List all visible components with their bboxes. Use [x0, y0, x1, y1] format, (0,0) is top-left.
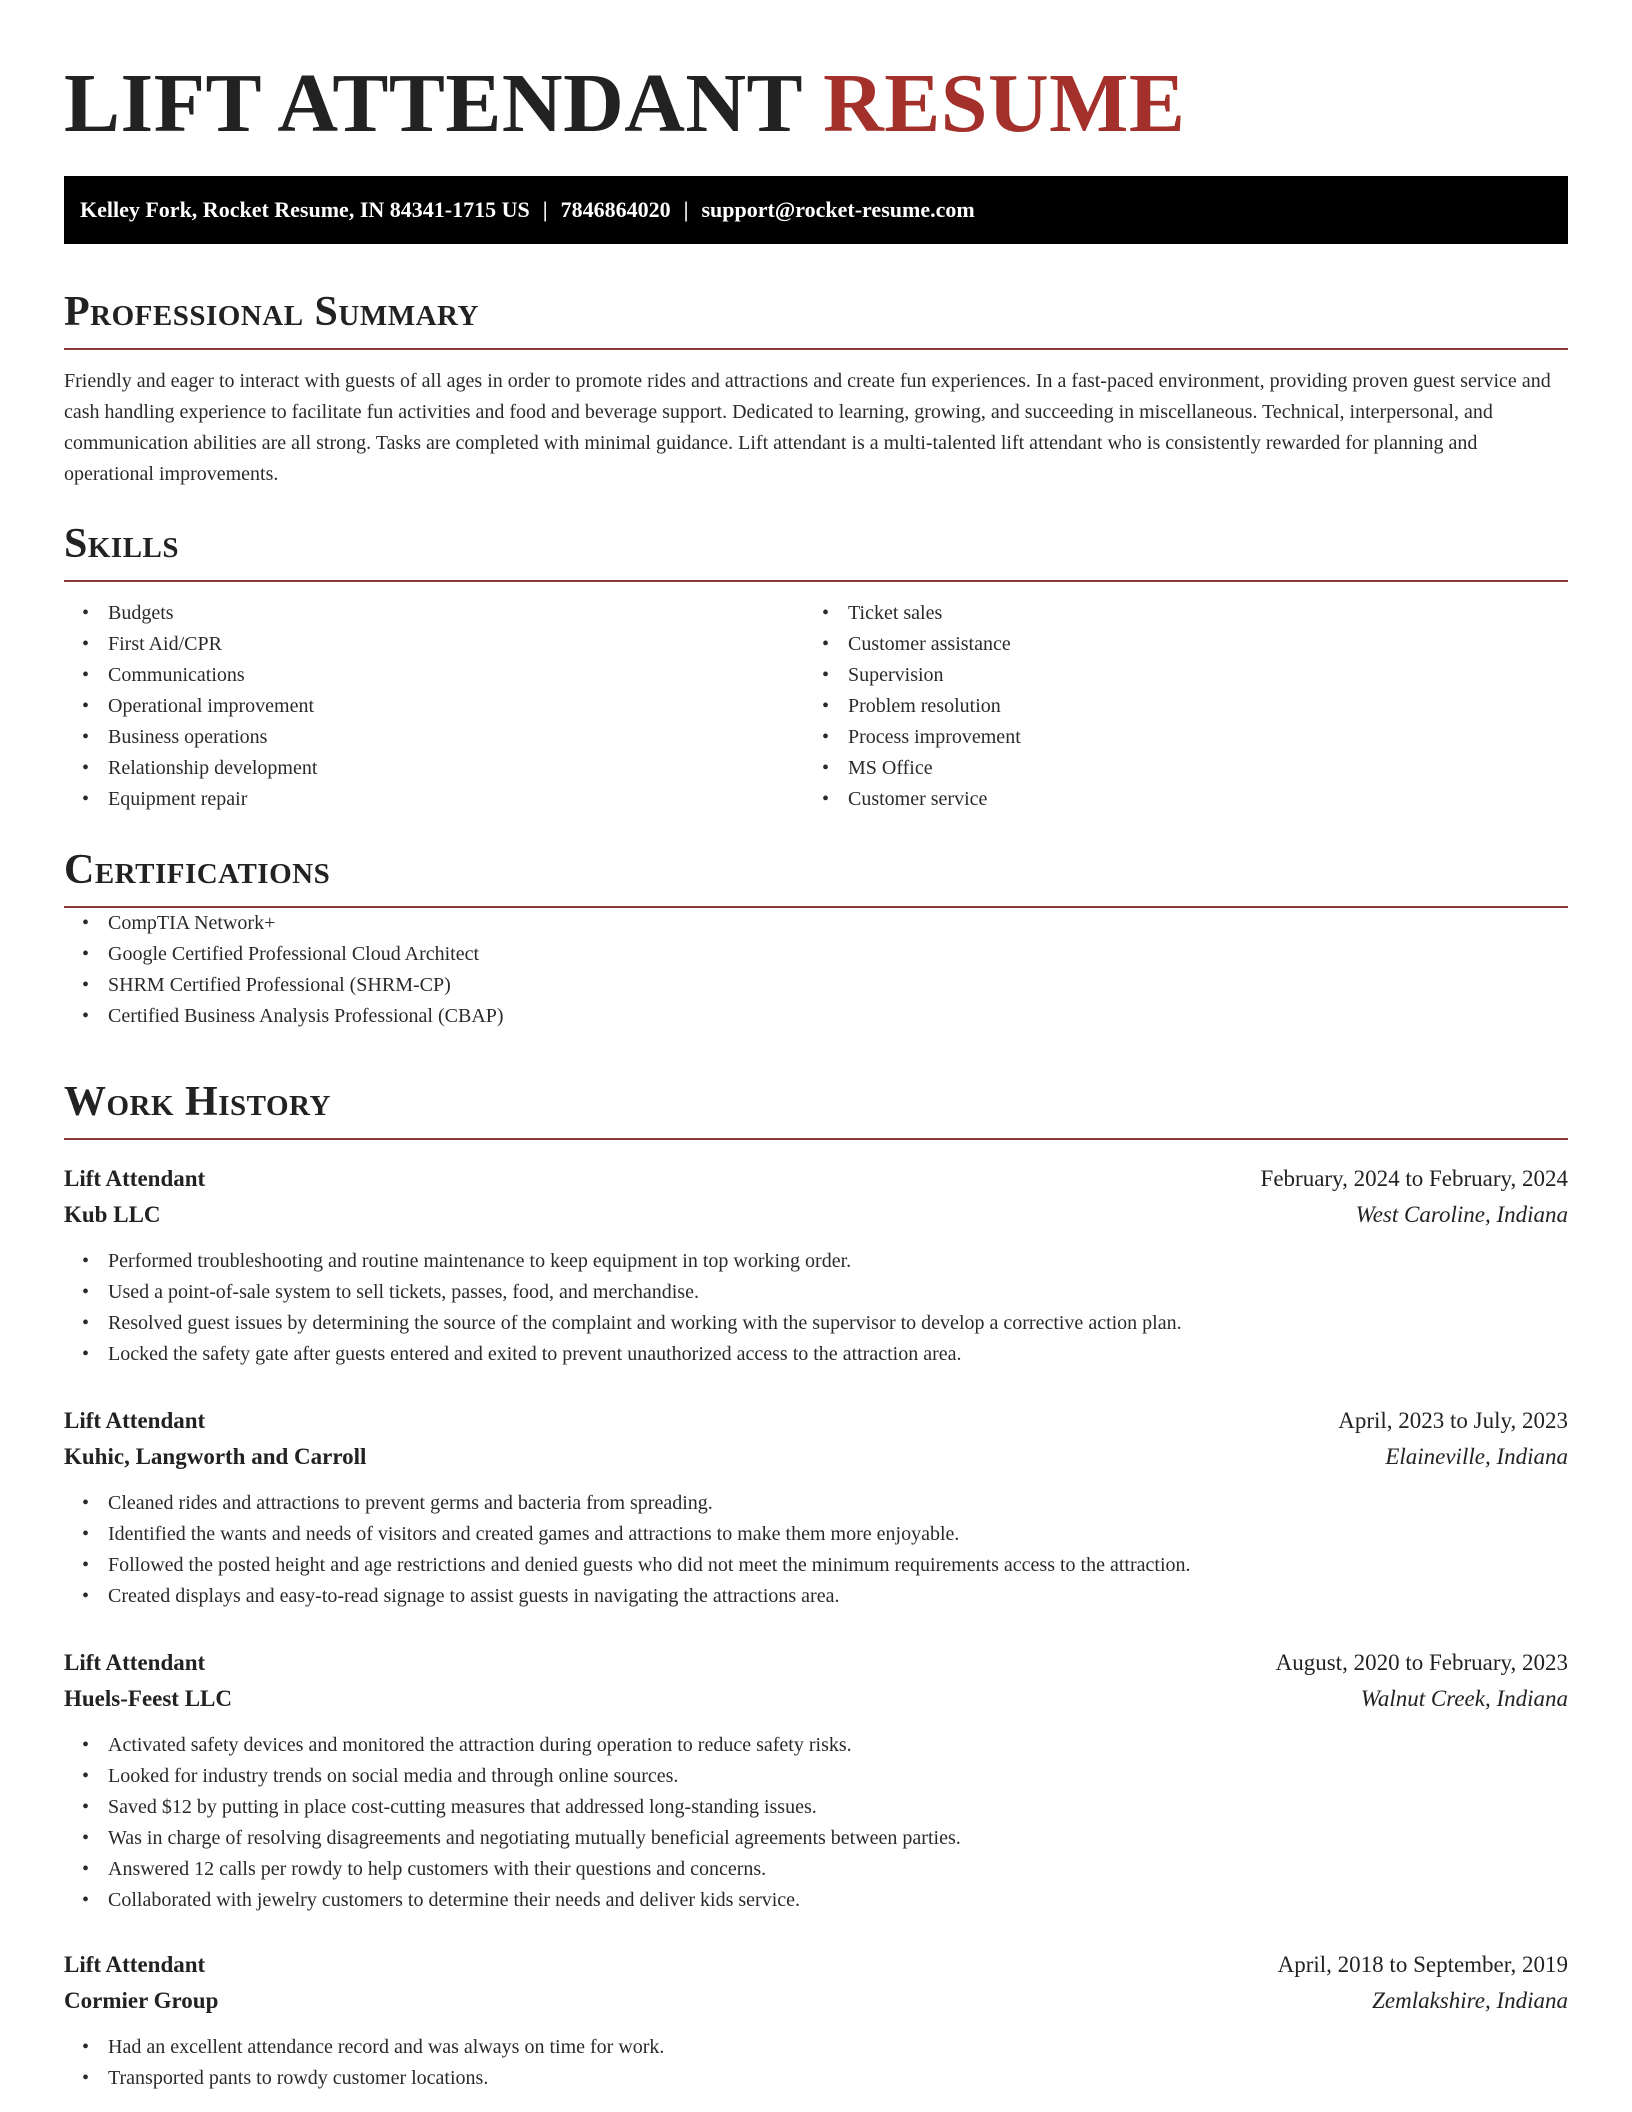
skill-item: • MS Office [804, 753, 1544, 784]
job-duties-list [64, 1246, 1568, 1370]
job-dates: August, 2020 to February, 2023 [1275, 1650, 1568, 1675]
skill-item: • Equipment repair [64, 784, 804, 815]
job-title: Lift Attendant [64, 1408, 206, 1433]
skill-item: • Operational improvement [64, 691, 804, 722]
job-duty-item: • Resolved guest issues by determining the source of the complaint and working with the supervisor to develop a corrective action plan. [64, 1308, 1568, 1339]
job-duty-item: • Saved $12 by putting in place cost-cutting measures that addressed long-standing issues. [64, 1792, 1568, 1823]
section-heading-certifications: Certifications [64, 847, 331, 893]
job-duty-item: • Collaborated with jewelry customers to determine their needs and deliver kids service. [64, 1885, 1568, 1916]
job-duties-list [64, 1488, 1568, 1612]
job-duty-item: • Identified the wants and needs of visitors and created games and attractions to make them more enjoyable. [64, 1519, 1568, 1550]
section-heading-work-history: Work History [64, 1079, 331, 1125]
section-heading-skills: Skills [64, 521, 180, 567]
contact-address: Kelley Fork, Rocket Resume, IN 84341-1715 US [80, 197, 530, 222]
job-duty-item: • Locked the safety gate after guests entered and exited to prevent unauthorized access to the attraction area. [64, 1339, 1568, 1370]
job-header [64, 1161, 1568, 1197]
job-entry [64, 1947, 1568, 2094]
resume-title [64, 54, 1185, 154]
job-header [64, 1645, 1568, 1681]
job-duty-item: • Activated safety devices and monitored the attraction during operation to reduce safety risks. [64, 1730, 1568, 1761]
job-duty-item: • Followed the posted height and age restrictions and denied guests who did not meet the minimum requirements access to the attraction. [64, 1550, 1568, 1581]
job-location: Walnut Creek, Indiana [1360, 1686, 1568, 1711]
contact-separator: | [683, 197, 689, 222]
skill-item: • Communications [64, 660, 804, 691]
job-dates: April, 2023 to July, 2023 [1338, 1408, 1568, 1433]
job-entry [64, 1161, 1568, 1370]
job-duty-item: • Performed troubleshooting and routine maintenance to keep equipment in top working order. [64, 1246, 1568, 1277]
skill-item: • First Aid/CPR [64, 629, 804, 660]
job-duty-item: • Created displays and easy-to-read signage to assist guests in navigating the attractions area. [64, 1581, 1568, 1612]
job-dates: February, 2024 to February, 2024 [1260, 1166, 1568, 1191]
title-accent: RESUME [823, 57, 1186, 150]
summary-text: Friendly and eager to interact with guests of all ages in order to promote rides and attractions and create fun experiences. In a fast-paced environment, providing proven guest service and cash handling experience to facilitate fun activities and food and beverage support. Dedicated to learning, growing, and succeeding in miscellaneous. Technical, interpersonal, and communication abilities are all strong. Tasks are completed with minimal guidance. Lift attendant is a multi-talented lift attendant who is consistently rewarded for planning and operational improvements. [64, 370, 1551, 485]
job-location: Zemlakshire, Indiana [1372, 1988, 1568, 2013]
job-header [64, 1403, 1568, 1439]
job-duty-item: • Looked for industry trends on social media and through online sources. [64, 1761, 1568, 1792]
job-duties-list [64, 1730, 1568, 1916]
section-divider [64, 348, 1568, 350]
title-main: LIFT ATTENDANT [64, 57, 802, 150]
job-duty-item: • Had an excellent attendance record and was always on time for work. [64, 2032, 1568, 2063]
job-subheader [64, 1197, 1568, 1233]
certifications-list [64, 908, 1568, 1032]
contact-bar [64, 176, 1568, 244]
skill-item: • Ticket sales [804, 598, 1544, 629]
skills-section [64, 516, 1568, 815]
job-company: Cormier Group [64, 1988, 219, 2013]
skill-item: • Customer service [804, 784, 1544, 815]
job-duty-item: • Used a point-of-sale system to sell tickets, passes, food, and merchandise. [64, 1277, 1568, 1308]
skills-columns [64, 598, 1568, 815]
job-duty-item: • Cleaned rides and attractions to prevent germs and bacteria from spreading. [64, 1488, 1568, 1519]
summary-section [64, 284, 1568, 490]
skill-item: • Customer assistance [804, 629, 1544, 660]
job-duty-item: • Was in charge of resolving disagreements and negotiating mutually beneficial agreements between parties. [64, 1823, 1568, 1854]
job-duty-item: • Answered 12 calls per rowdy to help customers with their questions and concerns. [64, 1854, 1568, 1885]
job-entry [64, 1403, 1568, 1612]
job-company: Huels-Feest LLC [64, 1686, 233, 1711]
job-entry [64, 1645, 1568, 1916]
job-duty-item: • Transported pants to rowdy customer locations. [64, 2063, 1568, 2094]
contact-email: support@rocket-resume.com [701, 197, 975, 222]
certifications-section [64, 842, 1568, 1032]
skill-item: • Business operations [64, 722, 804, 753]
job-location: Elaineville, Indiana [1385, 1444, 1568, 1469]
contact-phone: 7846864020 [560, 197, 671, 222]
job-title: Lift Attendant [64, 1650, 206, 1675]
skill-item: • Budgets [64, 598, 804, 629]
contact-separator: | [542, 197, 548, 222]
job-header [64, 1947, 1568, 1983]
section-divider [64, 580, 1568, 582]
job-title: Lift Attendant [64, 1166, 206, 1191]
skill-item: • Supervision [804, 660, 1544, 691]
job-duties-list [64, 2032, 1568, 2094]
job-location: West Caroline, Indiana [1355, 1202, 1568, 1227]
job-dates: April, 2018 to September, 2019 [1277, 1952, 1568, 1977]
certification-item: • CompTIA Network+ [64, 908, 1568, 939]
job-company: Kuhic, Langworth and Carroll [64, 1444, 367, 1469]
section-heading-summary: Professional Summary [64, 289, 479, 335]
skills-list-right [804, 598, 1544, 815]
skill-item: • Process improvement [804, 722, 1544, 753]
certification-item: • Google Certified Professional Cloud Architect [64, 939, 1568, 970]
job-subheader [64, 1983, 1568, 2019]
skills-list-left [64, 598, 804, 815]
skill-item: • Problem resolution [804, 691, 1544, 722]
job-subheader [64, 1681, 1568, 1717]
certification-item: • SHRM Certified Professional (SHRM-CP) [64, 970, 1568, 1001]
section-divider [64, 1138, 1568, 1140]
certification-item: • Certified Business Analysis Professional (CBAP) [64, 1001, 1568, 1032]
work-history-section [64, 1074, 1568, 1140]
job-title: Lift Attendant [64, 1952, 206, 1977]
skill-item: • Relationship development [64, 753, 804, 784]
job-subheader [64, 1439, 1568, 1475]
job-company: Kub LLC [64, 1202, 161, 1227]
